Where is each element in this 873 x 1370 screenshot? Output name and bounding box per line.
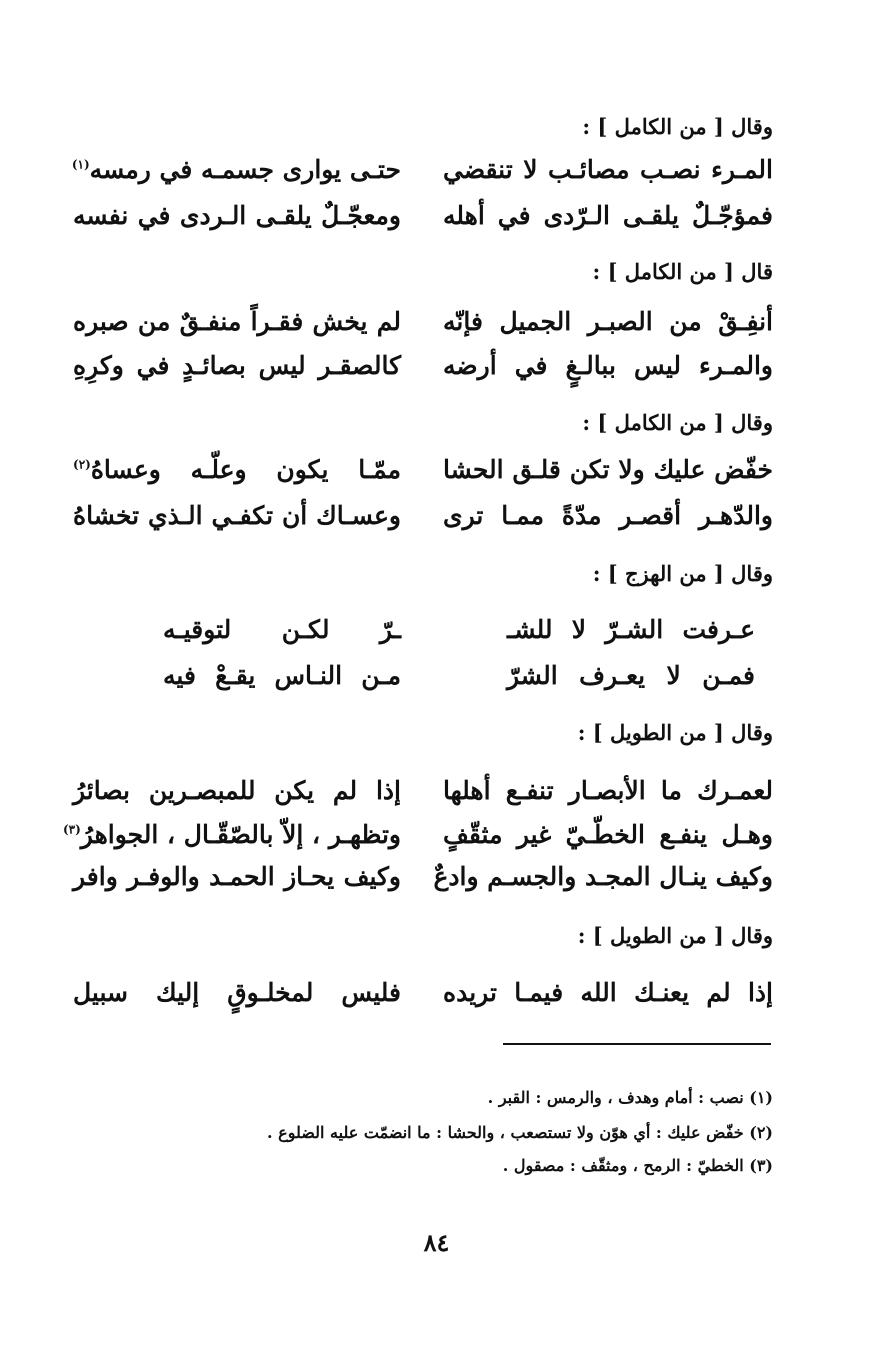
footnote-marker: (١) [71,157,90,172]
poem-intro: قال [ من الكامل ] : [592,259,773,284]
verse-second-hemistich [62,815,401,855]
verse-line [73,857,773,897]
verse-first-hemistich: المـرء نصـب مصائـب لا تنقضي [443,155,773,184]
footnote-marker: (٢) [73,457,91,472]
verse-first-hemistich: وهـل ينفـع الخطّـيّ غير مثقّفٍ [443,820,773,849]
hemistich-text: وتظهـر ، إلاّ بالصّقّـال ، الجواهرُ [80,820,401,849]
verse-first-hemistich: والدّهـر أقصـر مدّةً ممـا ترى [443,501,773,530]
verse-line [73,302,773,342]
verse-first-hemistich: خفّض عليك ولا تكن قلـق الحشا [443,455,773,484]
verse-line [73,150,773,190]
verse-second-hemistich [73,450,401,490]
verse-first-hemistich: فمؤجّـلٌ يلقـى الـرّدى في أهله [443,201,773,230]
poem-intro: وقال [ من الكامل ] : [582,114,773,139]
footnote: (٢) خفّض عليك : أي هوّن ولا تستصعب ، والحشا : ما انضمّت عليه الضلوع . [267,1123,773,1142]
verse-second-hemistich: فليس لمخلـوقٍ إليك سبيل [73,978,401,1007]
poem-intro: وقال [ من الطويل ] : [577,923,773,948]
verse-second-hemistich: لم يخش فقـراً منفـقٌ من صبره [73,307,401,336]
verse-first-hemistich: عـرفت الشـرّ لا للشـ [507,615,755,644]
verse-second-hemistich: ـرّ لكـن لتوقيـه [163,615,401,644]
hemistich-text: ممّـا يكون وعلّـه وعساهُ [90,455,401,484]
verse-line [73,771,773,811]
footnote: (١) نصب : أمام وهدف ، والرمس : القبر . [487,1088,773,1107]
verse-second-hemistich: كالصقـر ليس بصائـدٍ في وكرِهِ [73,351,401,380]
verse-first-hemistich: لعمـرك ما الأبصـار تنفـع أهلها [443,776,773,805]
verse-line [73,450,773,490]
verse-first-hemistich: وكيف ينـال المجـد والجسـم وادعٌ [433,862,773,891]
footnote-separator [503,1043,771,1045]
verse-second-hemistich: إذا لم يكن للمبصـرين بصائرُ [73,776,401,805]
poem-intro: وقال [ من الكامل ] : [582,410,773,435]
verse-line [73,196,773,236]
page-number: ٨٤ [423,1228,450,1257]
verse-second-hemistich [73,150,401,190]
verse-line [73,496,773,536]
verse-second-hemistich: وعسـاك أن تكفـي الـذي تخشاهُ [73,501,401,530]
verse-second-hemistich: وكيف يحـاز الحمـد والوفـر وافر [73,862,401,891]
verse-first-hemistich: أنفِـقْ من الصبـر الجميل فإنّه [443,307,773,336]
hemistich-text: حتـى يوارى جسمـه في رمسه [89,155,401,184]
footnote-marker: (٣) [62,822,81,837]
verse-second-hemistich: مـن النـاس يقـعْ فيه [163,661,401,690]
footnote: (٣) الخطيّ : الرمح ، ومثقّف : مصقول . [502,1156,773,1175]
verse-line [62,815,773,855]
poem-intro: وقال [ من الطويل ] : [577,720,773,745]
verse-first-hemistich: إذا لم يعنـك الله فيمـا تريده [443,978,773,1007]
verse-line [73,973,773,1013]
verse-line [73,346,773,386]
verse-second-hemistich: ومعجّـلٌ يلقـى الـردى في نفسه [73,201,401,230]
verse-first-hemistich: فمـن لا يعـرف الشرّ [507,661,755,690]
poem-intro: وقال [ من الهزج ] : [592,561,773,586]
verse-first-hemistich: والمـرء ليس ببالـغٍ في أرضه [443,351,773,380]
verse-line [73,656,773,696]
verse-line [73,610,773,650]
